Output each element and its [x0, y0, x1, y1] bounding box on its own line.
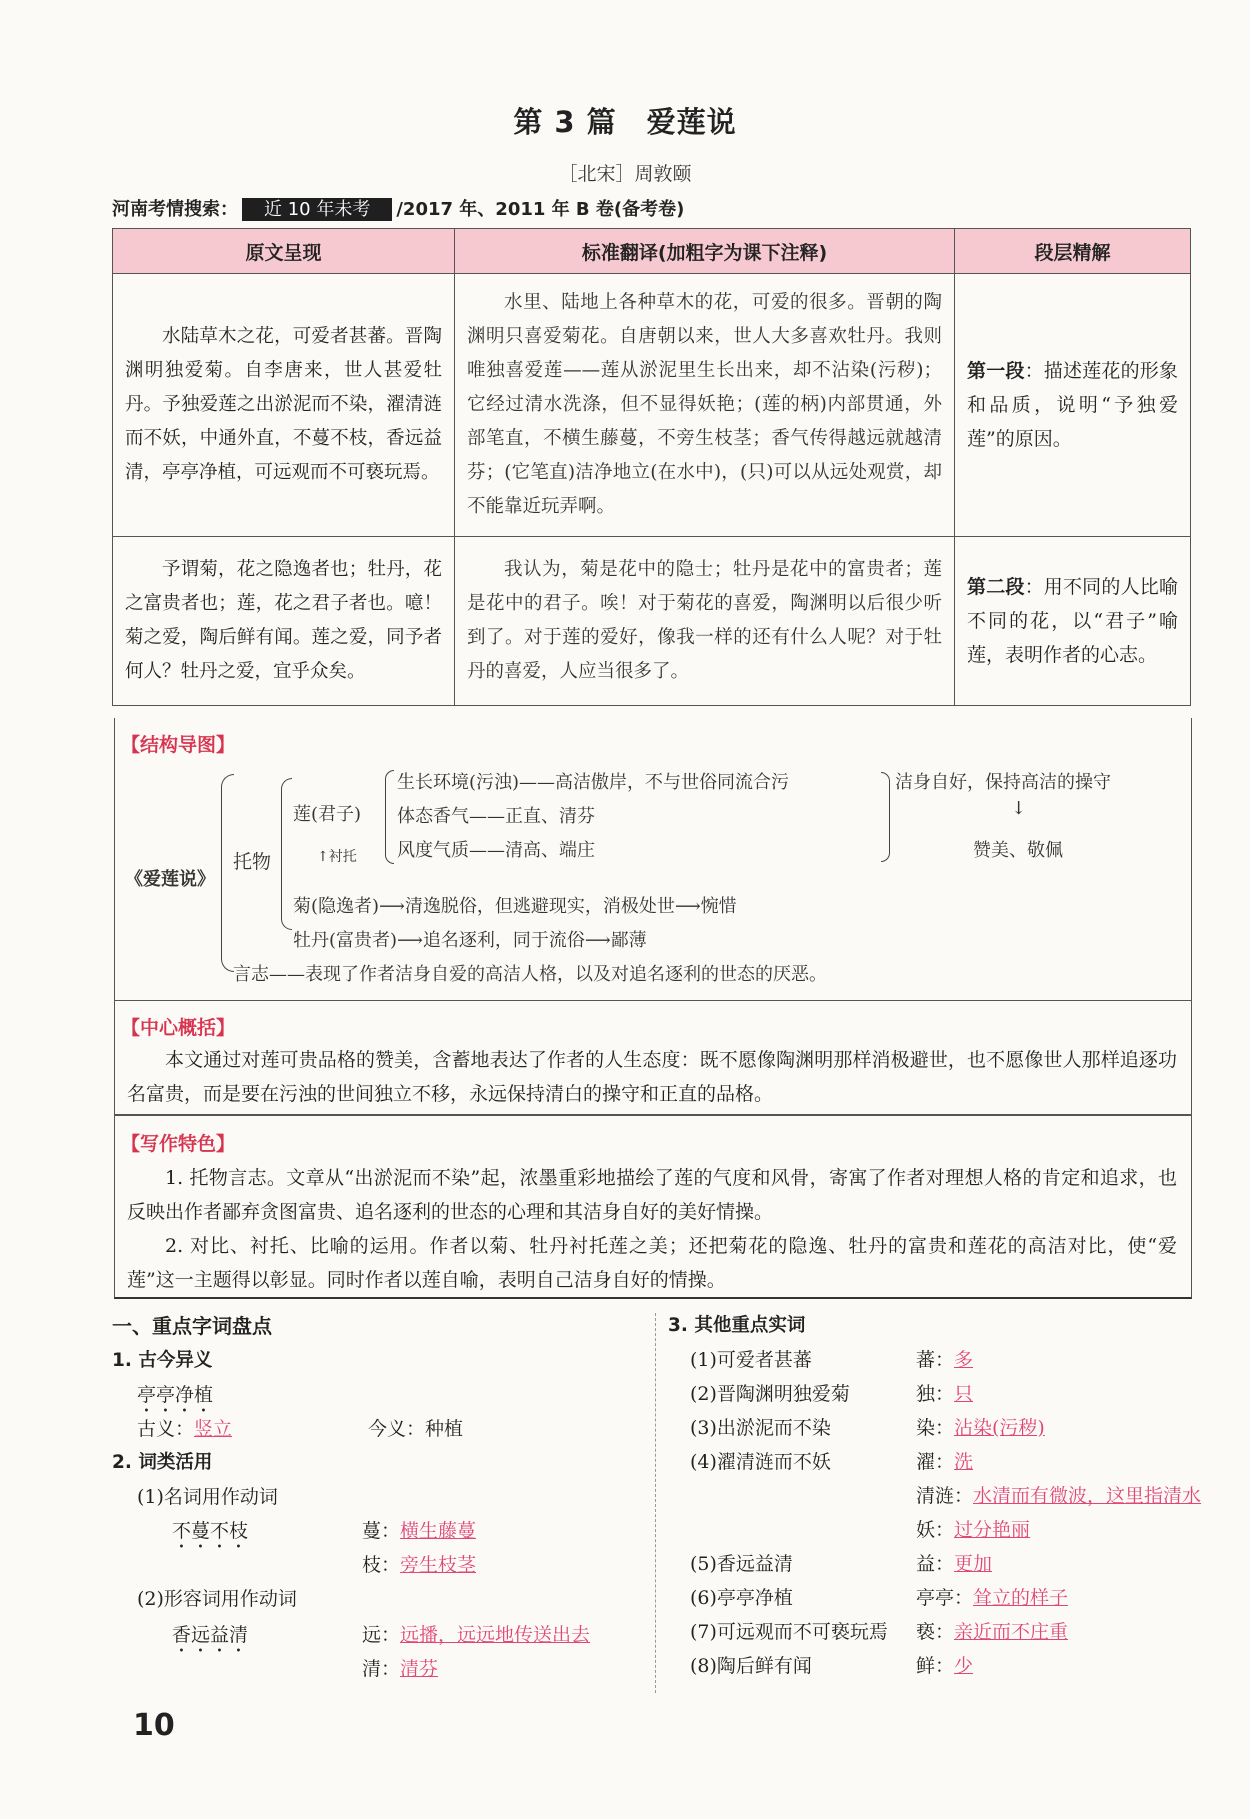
vocab-s1-old-label: 古义：: [137, 1418, 195, 1440]
writing-point-1: 1. 托物言志。文章从“出淤泥而不染”起，浓墨重彩地描绘了莲的气度和风骨，寄寓了作者对理想人格的肯定和追求，也反映出作者鄙弃贪图富贵、追名逐利的世态的心理和其洁身自好的美好情操。: [127, 1167, 1177, 1223]
translation-table: [112, 228, 1191, 706]
map-lian: 莲(君子): [293, 804, 362, 825]
vocab-s3-answer-line: [916, 1379, 973, 1406]
center-label: 【中心概括】: [121, 1017, 236, 1039]
vocab-s3-char: 鲜：: [916, 1655, 955, 1677]
vocab-s2a: (1)名词用作动词: [137, 1486, 278, 1508]
vocab-s1-word: [137, 1380, 213, 1417]
vocab-s3-answer: 只: [954, 1383, 974, 1405]
vocab-s3-answer: 水清而有微波，这里指清水: [973, 1485, 1202, 1507]
map-arrow-down: ↓: [1011, 798, 1027, 819]
map-brace-tuowu: [281, 778, 292, 930]
vocab-s1-word-text: 亭亭净植: [137, 1384, 214, 1406]
vocab-s2b: (2)形容词用作动词: [137, 1588, 297, 1610]
vocab-s3-answer: 耸立的样子: [973, 1587, 1069, 1609]
vocab-s3-answer: 洗: [954, 1451, 974, 1473]
map-chentuo-arrow: ↑: [317, 849, 329, 865]
vocab-s3-question: (2)晋陶渊明独爱菊: [690, 1383, 850, 1405]
vocab-s3-answer: 少: [954, 1655, 974, 1677]
analysis-heading-2: 第二段: [967, 576, 1025, 598]
map-root: 《爱莲说》: [125, 869, 215, 890]
vocab-s2a-i1-answer: 横生藤蔓: [400, 1520, 477, 1542]
vocab-s2b-i2: [362, 1654, 438, 1681]
center-text: 本文通过对莲可贵品格的赞美，含蓄地表达了作者的人生态度：既不愿像陶渊明那样消极避世，也不愿像世人那样追逐功名富贵，而是要在污浊的世间独立不移，永远保持清白的操守和正直的品格。: [127, 1049, 1177, 1105]
map-l2: 体态香气——正直、清芬: [397, 806, 595, 827]
analysis-text-1: [955, 274, 1191, 537]
vocab-s3-answer-line: [916, 1617, 1068, 1644]
exam-label: 河南考情搜索：: [112, 199, 238, 220]
vocab-s3-question: (7)可远观而不可亵玩焉: [690, 1621, 888, 1643]
author: ［北宋］周敦颐: [558, 163, 692, 185]
vocab-s3-answer: 多: [954, 1349, 974, 1371]
map-l3: 风度气质——清高、端庄: [397, 840, 595, 861]
vocab-s3-answer-line: [916, 1549, 992, 1576]
center-summary-box: [114, 1000, 1192, 1116]
map-brace-right: [881, 772, 890, 862]
structure-label: 【结构导图】: [121, 734, 236, 756]
map-brace-lian: [385, 770, 394, 864]
writing-label: 【写作特色】: [121, 1133, 236, 1155]
vocab-s3-answer-line: [916, 1583, 1068, 1610]
analysis-heading-1: 第一段: [967, 360, 1025, 382]
vocab-s2a-i2: [362, 1550, 476, 1577]
vocab-s3-char: 益：: [916, 1553, 955, 1575]
vocab-s3-question: (4)濯清涟而不妖: [690, 1451, 831, 1473]
vocab-s2b-phrase-text: 香远益清: [172, 1624, 249, 1646]
vocab-s2: 2. 词类活用: [112, 1452, 213, 1473]
vocab-s3-answer-line: [916, 1651, 973, 1678]
vocab-s3-question: (3)出淤泥而不染: [690, 1417, 831, 1439]
map-yanzhi: 言志——表现了作者洁身自爱的高洁人格，以及对追名逐利的世态的厌恶。: [233, 964, 827, 985]
map-r2: 赞美、敬佩: [973, 840, 1063, 861]
translation-text-1: 水里、陆地上各种草木的花，可爱的很多。晋朝的陶渊明只喜爱菊花。自唐朝以来，世人大多喜欢牡丹。我则唯独喜爱莲——莲从淤泥里生长出来，却不沾染(污秽)；它经过清水洗涤，但不显得妖艳；(莲的柄)内部贯通，外部笔直，不横生藤蔓，不旁生枝茎；香气传得越远就越清芬；(它笔直)洁净地立(在水中)，(只)可以从远处观赏，却不能靠近玩弄啊。: [455, 274, 955, 537]
vocab-s2a-i2-char: 枝：: [362, 1554, 401, 1576]
vocab-s3-question: (6)亭亭净植: [690, 1587, 793, 1609]
vocab-s3-char: 染：: [916, 1417, 955, 1439]
writing-features-box: [114, 1114, 1192, 1299]
map-r1: 洁身自好，保持高洁的操守: [895, 772, 1111, 793]
vocab-s1-old: [137, 1414, 232, 1441]
vocab-s3-char: 濯：: [916, 1451, 955, 1473]
map-tuowu: 托物: [233, 851, 272, 873]
vocab-s1-new: 今义：种植: [368, 1418, 464, 1440]
vocab-s3-question: (8)陶后鲜有闻: [690, 1655, 812, 1677]
vocab-s3-answer-line: [916, 1345, 973, 1372]
header-original: 原文呈现: [113, 229, 455, 274]
vocab-s3-answer: 过分艳丽: [954, 1519, 1031, 1541]
original-text-2: 予谓菊，花之隐逸者也；牡丹，花之富贵者也；莲，花之君子者也。噫！菊之爱，陶后鲜有闻。莲之爱，同予者何人？牡丹之爱，宜乎众矣。: [113, 537, 455, 706]
vocab-s2b-i1-answer: 远播，远远地传送出去: [400, 1624, 591, 1646]
vocab-s3-answer: 更加: [954, 1553, 993, 1575]
vocab-s2b-i2-char: 清：: [362, 1658, 401, 1680]
vocab-s3-char: 亵：: [916, 1621, 955, 1643]
page-title: 第 3 篇 爱莲说: [513, 105, 737, 139]
vocab-s3-char: 独：: [916, 1383, 955, 1405]
original-text-1: 水陆草木之花，可爱者甚蕃。晋陶渊明独爱菊。自李唐来，世人甚爱牡丹。予独爱莲之出淤泥而不染，濯清涟而不妖，中通外直，不蔓不枝，香远益清，亭亭净植，可远观而不可亵玩焉。: [113, 274, 455, 537]
map-chentuo-label: 衬托: [328, 849, 357, 865]
exam-badge: 近 10 年未考: [242, 198, 392, 221]
vocab-s2b-i2-answer: 清芬: [400, 1658, 439, 1680]
structure-map-box: [114, 718, 1192, 1001]
exam-rest: /2017 年、2011 年 B 卷(备考卷): [396, 199, 685, 220]
vocab-s3-char: 亭亭：: [916, 1587, 974, 1609]
vocab-s2a-phrase-text: 不蔓不枝: [172, 1520, 249, 1542]
vocab-s3-answer-line: [916, 1447, 973, 1474]
writing-point-2: 2. 对比、衬托、比喻的运用。作者以菊、牡丹衬托莲之美；还把菊花的隐逸、牡丹的富贵和莲花的高洁对比，使“爱莲”这一主题得以彰显。同时作者以莲自喻，表明自己洁身自好的情操。: [127, 1235, 1177, 1291]
vocab-s3-char: 清涟：: [916, 1485, 974, 1507]
vocab-s2a-phrase: [172, 1516, 248, 1553]
vocab-s3-answer-line: [916, 1481, 1201, 1508]
vocab-s3-answer-line: [916, 1515, 1030, 1542]
page-number: 10: [133, 1708, 175, 1743]
analysis-text-2: [955, 537, 1191, 706]
vocab-s1: 1. 古今异义: [112, 1350, 213, 1371]
header-translation: 标准翻译(加粗字为课下注释): [455, 229, 955, 274]
vocab-s3-char: 妖：: [916, 1519, 955, 1541]
vocab-s3-answer: 亲近而不庄重: [954, 1621, 1069, 1643]
vocab-s2b-i1-char: 远：: [362, 1624, 401, 1646]
exam-info: [112, 195, 684, 221]
vocab-s3-answer: 沾染(污秽): [954, 1417, 1045, 1439]
vocab-s3-answer-line: [916, 1413, 1045, 1440]
vocab-s2b-phrase: [172, 1620, 248, 1657]
analysis-body-1: ：描述莲花的形象和品质，说明“予独爱莲”的原因。: [967, 360, 1178, 450]
vocab-s2a-i2-answer: 旁生枝茎: [400, 1554, 477, 1576]
vocab-s3-char: 蕃：: [916, 1349, 955, 1371]
vocab-s1-old-answer: 竖立: [194, 1418, 233, 1440]
map-ju: 菊(隐逸者)⟶清逸脱俗，但逃避现实，消极处世⟶惋惜: [293, 896, 737, 917]
vocab-s2b-i1: [362, 1620, 590, 1647]
vocab-s3-question: (1)可爱者甚蕃: [690, 1349, 812, 1371]
map-l1: 生长环境(污浊)——高洁傲岸，不与世俗同流合污: [397, 772, 790, 793]
vocab-s2a-i1: [362, 1516, 476, 1543]
vocab-heading: 一、重点字词盘点: [112, 1314, 272, 1338]
vocab-s2a-i1-char: 蔓：: [362, 1520, 401, 1542]
map-chentuo: [317, 846, 357, 866]
vocab-s3-question: (5)香远益清: [690, 1553, 793, 1575]
column-divider: [655, 1313, 656, 1693]
vocab-s3: 3. 其他重点实词: [668, 1315, 806, 1336]
header-analysis: 段层精解: [955, 229, 1191, 274]
analysis-body-2: ：用不同的人比喻不同的花，以“君子”喻莲，表明作者的心志。: [967, 576, 1178, 666]
translation-text-2: 我认为，菊是花中的隐士；牡丹是花中的富贵者；莲是花中的君子。唉！对于菊花的喜爱，陶渊明以后很少听到了。对于莲的爱好，像我一样的还有什么人呢？对于牡丹的喜爱，人应当很多了。: [455, 537, 955, 706]
map-mudan: 牡丹(富贵者)⟶追名逐利，同于流俗⟶鄙薄: [293, 930, 647, 951]
